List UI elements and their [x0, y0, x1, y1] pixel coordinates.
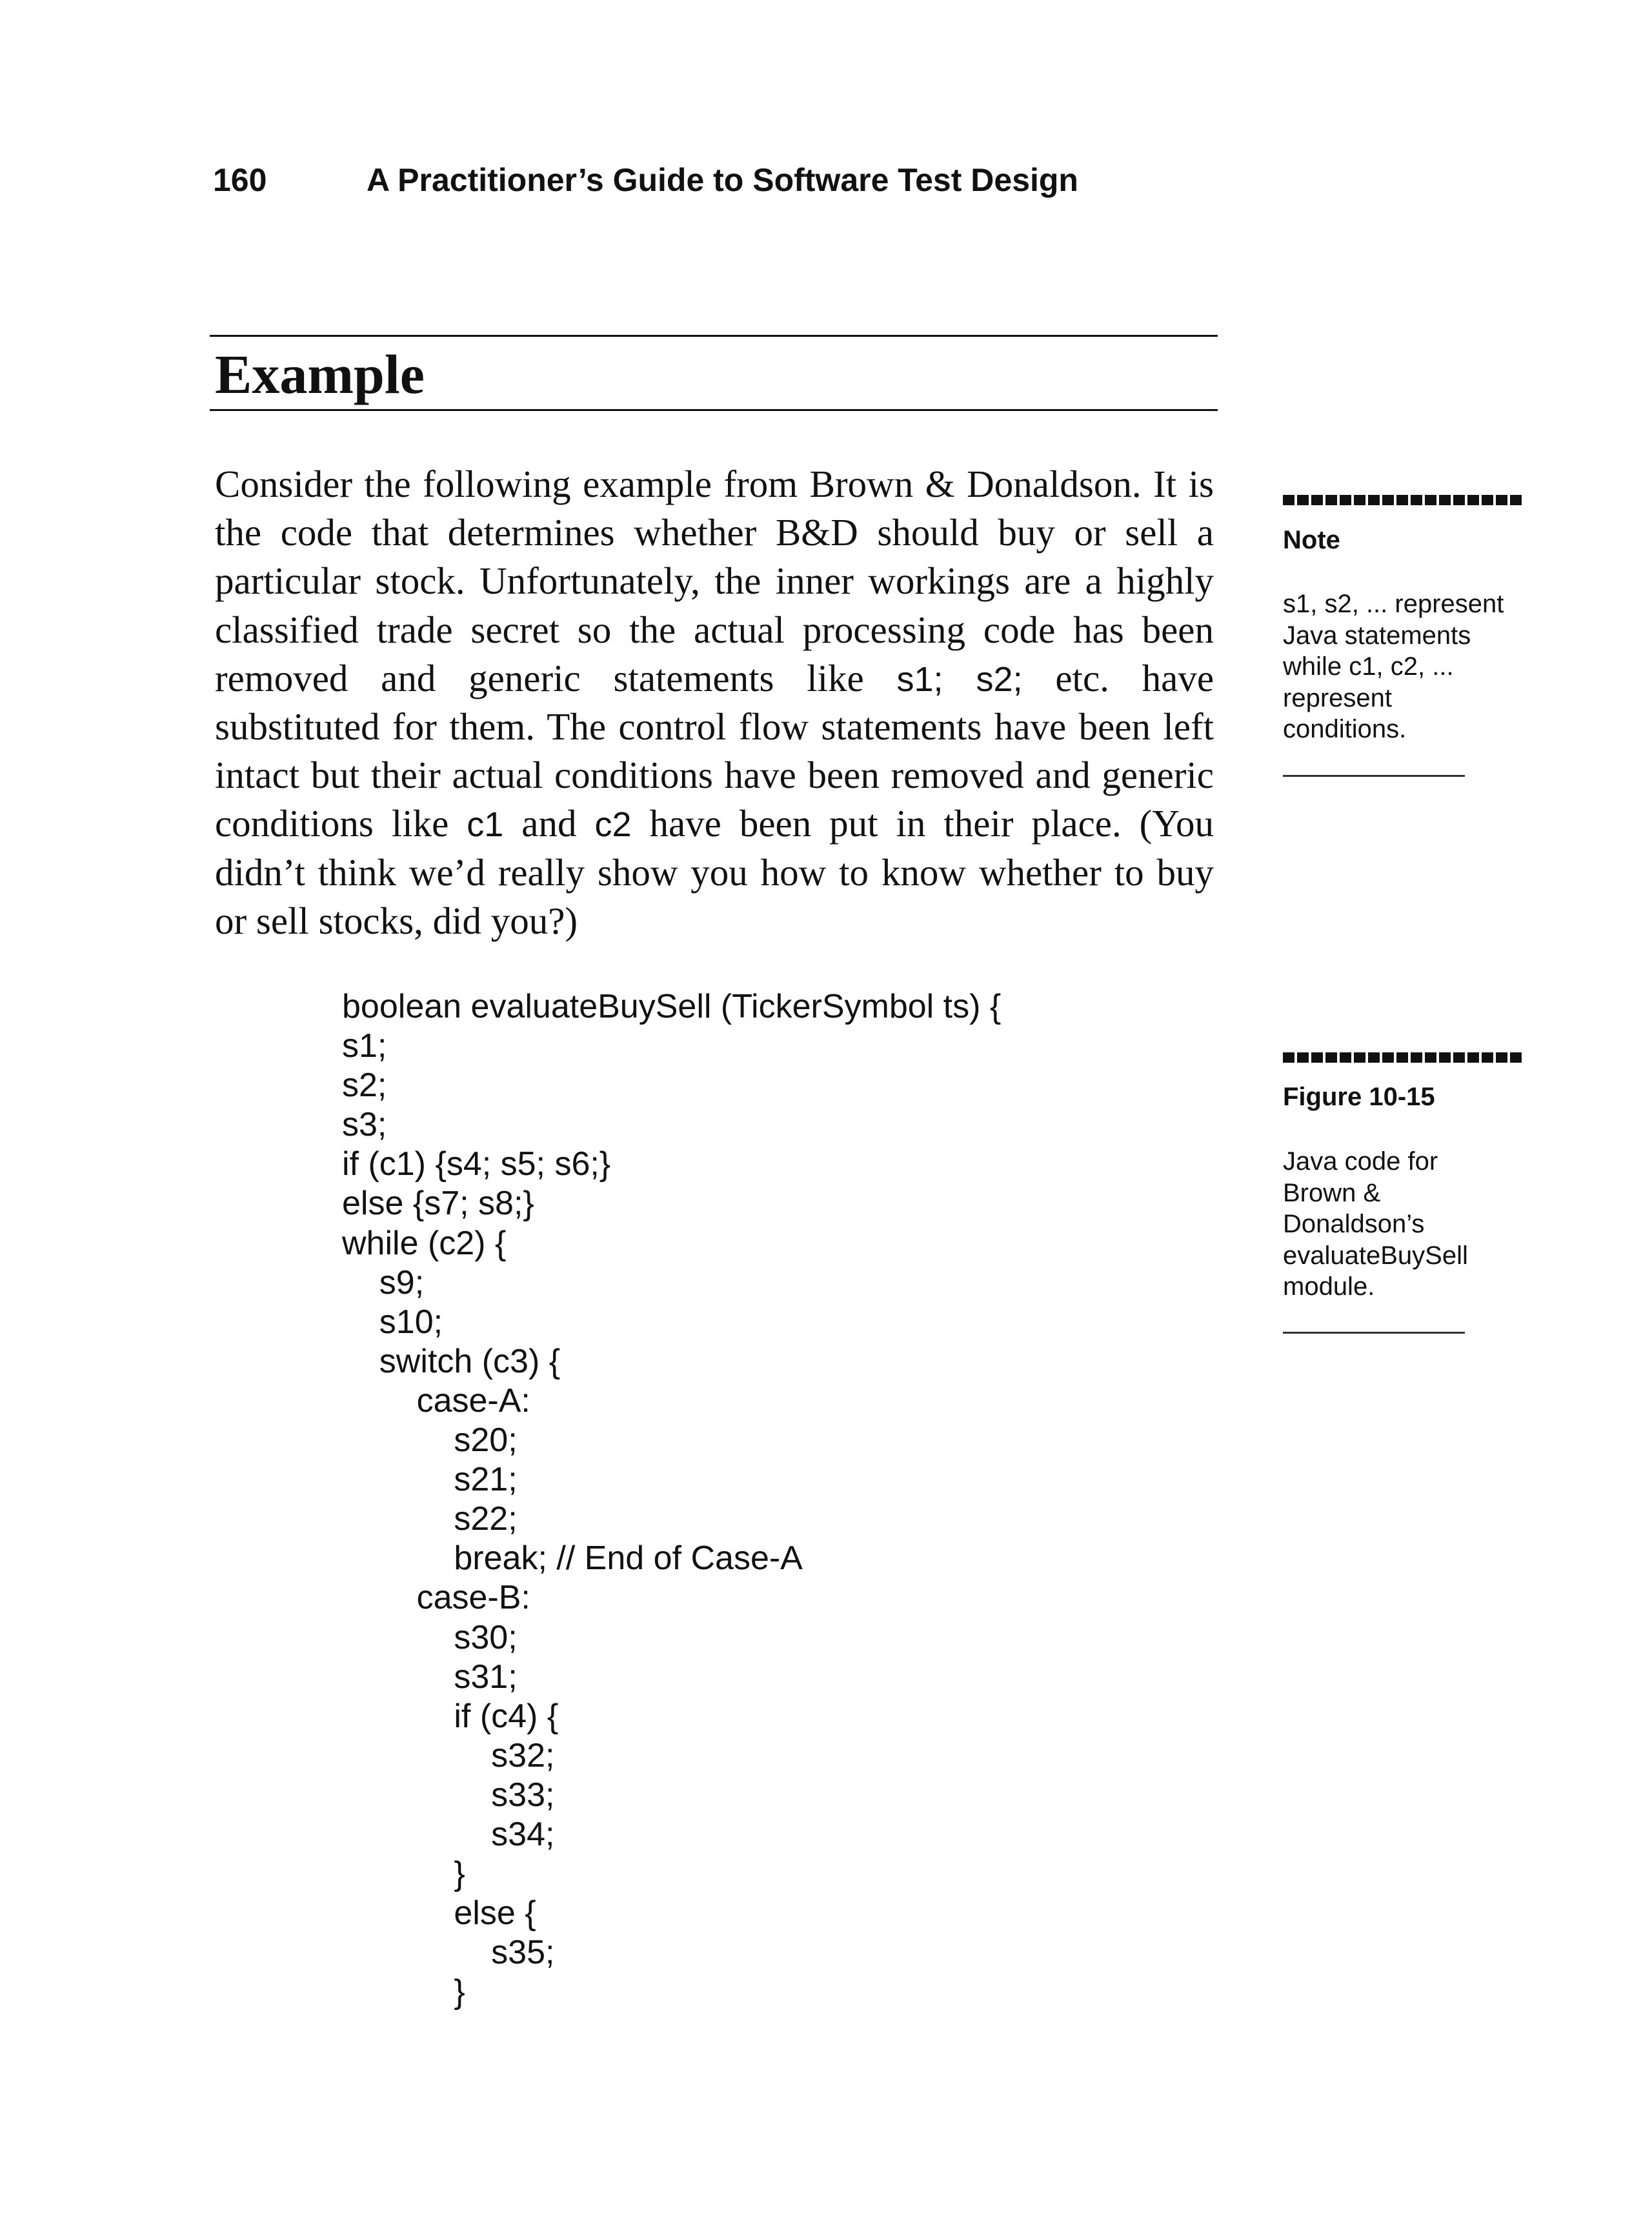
code-line: s3; [342, 1106, 387, 1144]
caption-line: Donaldson’s [1283, 1210, 1425, 1238]
body-paragraph [215, 460, 1214, 945]
body-line [215, 654, 1214, 703]
note-line: Java statements [1283, 621, 1471, 650]
note-label: Note [1283, 526, 1340, 554]
caption-line: Brown & [1283, 1178, 1381, 1207]
code-line: if (c4) { [342, 1697, 559, 1735]
note-end-rule [1283, 775, 1465, 777]
code-line: boolean evaluateBuySell (TickerSymbol ts) { [342, 988, 1002, 1025]
body-line: didn’t think we’d really show you how to know whether to buy [215, 850, 1214, 894]
code-line: s22; [342, 1500, 518, 1538]
inline-code: s1; s2; [896, 659, 1023, 699]
running-header-title: A Practitioner’s Guide to Software Test Design [367, 162, 1078, 198]
body-text: conditions like [215, 802, 467, 845]
code-line: s35; [342, 1934, 555, 1972]
code-line: s32; [342, 1736, 555, 1774]
heading-rule-top [210, 335, 1218, 337]
code-line: case-A: [342, 1381, 530, 1419]
caption-line: module. [1283, 1272, 1375, 1301]
code-line: s2; [342, 1067, 387, 1105]
code-line: s30; [342, 1618, 518, 1656]
code-line: s33; [342, 1776, 555, 1814]
note-marker-bar [1283, 495, 1523, 505]
note-line: while c1, c2, ... [1283, 652, 1454, 681]
code-listing [342, 987, 1001, 2012]
body-line: intact but their actual conditions have been removed and generic [215, 754, 1214, 797]
body-line: or sell stocks, did you?) [215, 899, 578, 942]
code-line: switch (c3) { [342, 1342, 561, 1380]
figure-caption [1283, 1146, 1535, 1303]
caption-line: evaluateBuySell [1283, 1241, 1468, 1270]
code-line: s9; [342, 1263, 425, 1301]
body-line: particular stock. Unfortunately, the inner workings are a highly [215, 559, 1214, 603]
code-line: } [342, 1855, 465, 1893]
code-line: s10; [342, 1303, 443, 1341]
body-line: Consider the following example from Brown & Donaldson. It is [215, 463, 1214, 505]
note-line: conditions. [1283, 715, 1407, 743]
note-line: s1, s2, ... represent [1283, 590, 1504, 618]
body-line: substituted for them. The control flow statements have been left [215, 705, 1214, 748]
code-line: if (c1) {s4; s5; s6;} [342, 1145, 611, 1183]
page-number: 160 [213, 162, 267, 198]
code-line: s21; [342, 1461, 518, 1499]
body-text: etc. have [1055, 656, 1214, 699]
section-title: Example [215, 343, 425, 405]
body-text: removed and generic statements like [215, 656, 897, 699]
code-line: s20; [342, 1421, 518, 1460]
body-text: and [521, 802, 577, 845]
figure-marker-bar [1283, 1052, 1523, 1063]
code-line: s31; [342, 1658, 518, 1696]
body-text: have been put in their place. (You [649, 802, 1214, 845]
body-line: the code that determines whether B&D should buy or sell a [215, 511, 1214, 554]
figure-end-rule [1283, 1332, 1465, 1334]
body-line [215, 799, 1214, 848]
code-line: else {s7; s8;} [342, 1185, 534, 1223]
code-line: case-B: [342, 1579, 530, 1617]
heading-rule-bottom [210, 409, 1218, 411]
inline-code: c1 [467, 805, 504, 845]
code-line: break; // End of Case-A [342, 1540, 803, 1578]
note-text [1283, 588, 1535, 745]
body-line: classified trade secret so the actual processing code has been [215, 608, 1214, 651]
note-line: represent [1283, 683, 1392, 712]
code-line: s1; [342, 1027, 387, 1065]
code-line: s34; [342, 1815, 555, 1853]
code-line: } [342, 1973, 465, 2011]
code-line: else { [342, 1894, 536, 1932]
caption-line: Java code for [1283, 1147, 1438, 1176]
code-line: while (c2) { [342, 1224, 507, 1262]
figure-label: Figure 10-15 [1283, 1083, 1435, 1111]
inline-code: c2 [594, 805, 632, 845]
